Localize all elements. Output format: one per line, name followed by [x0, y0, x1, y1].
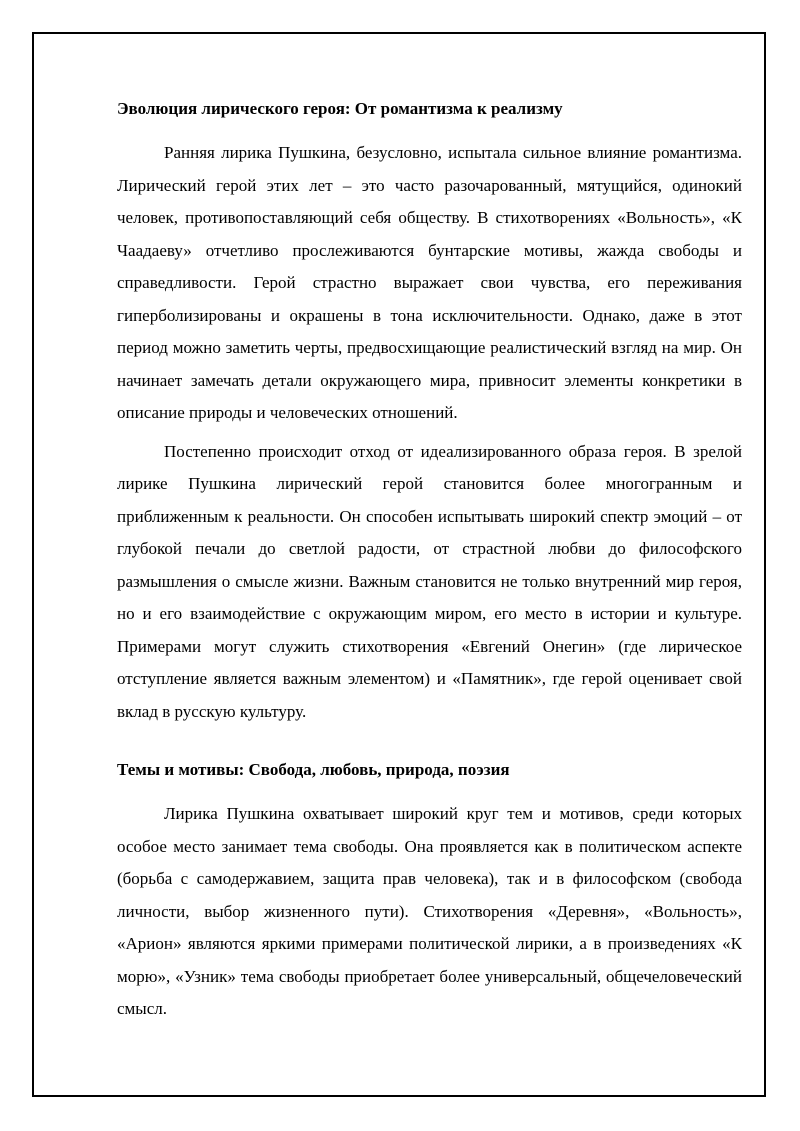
paragraph-freedom-theme: Лирика Пушкина охватывает широкий круг тем и мотивов, среди которых особое место занимает тема свободы. Она проявляется как в политическом аспекте (борьба с самодержавием, защита прав человека), так и в философском (свобода личности, выбор жизненного пути). Стихотворения «Деревня», «Вольность», «Арион» являются яркими примерами политической лирики, а в произведениях «К морю», «Узник» тема свободы приобретает более универсальный, общечеловеческий смысл. — [117, 804, 742, 1018]
section-heading-evolution: Эволюция лирического героя: От романтизма к реализму — [117, 99, 563, 118]
paragraph-mature-lyrics: Постепенно происходит отход от идеализированного образа героя. В зрелой лирике Пушкина лирический герой становится более многогранным и приближенным к реальности. Он способен испытывать широкий спектр эмоций – от глубокой печали до светлой радости, от страстной любви до философского размышления о смысле жизни. Важным становится не только внутренний мир героя, но и его взаимодействие с окружающим миром, его место в истории и культуре. Примерами могут служить стихотворения «Евгений Онегин» (где лирическое отступление является важным элементом) и «Памятник», где герой оценивает свой вклад в русскую культуру. — [117, 441, 742, 721]
section-heading-themes: Темы и мотивы: Свобода, любовь, природа, поэзия — [117, 760, 510, 779]
document-body — [117, 97, 742, 1032]
paragraph-early-lyrics: Ранняя лирика Пушкина, безусловно, испытала сильное влияние романтизма. Лирический герой этих лет – это часто разочарованный, мятущийся, одинокий человек, противопоставляющий себя обществу. В стихотворениях «Вольность», «К Чаадаеву» отчетливо прослеживаются бунтарские мотивы, жажда свободы и справедливости. Герой страстно выражает свои чувства, его переживания гиперболизированы и окрашены в тона исключительности. Однако, даже в этот период можно заметить черты, предвосхищающие реалистический взгляд на мир. Он начинает замечать детали окружающего мира, привносит элементы конкретики в описание природы и человеческих отношений. — [117, 143, 742, 422]
